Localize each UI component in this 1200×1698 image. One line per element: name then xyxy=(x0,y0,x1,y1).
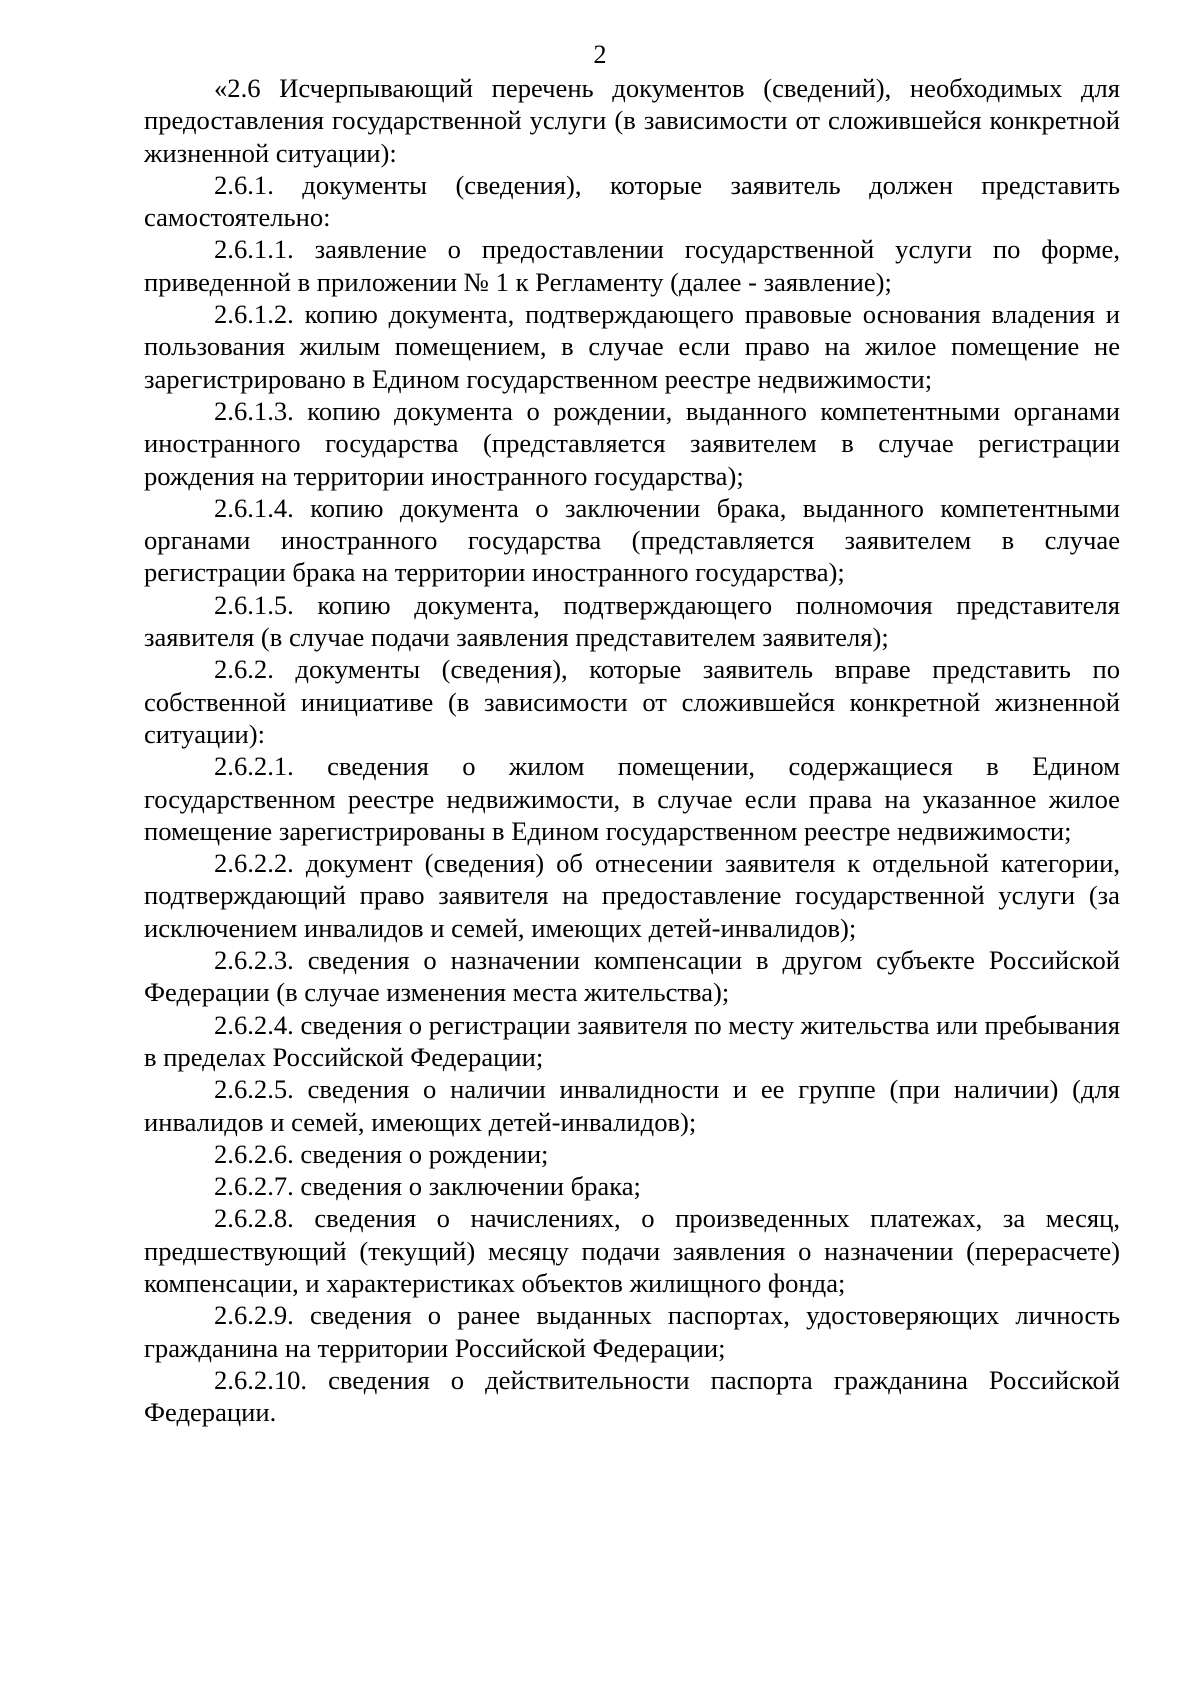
paragraph-2-6-2-9: 2.6.2.9. сведения о ранее выданных паспортах, удостоверяющих личность гражданина на территории Российской Федерации; xyxy=(144,1300,1120,1363)
paragraph-2-6-2-10: 2.6.2.10. сведения о действительности паспорта гражданина Российской Федерации. xyxy=(144,1364,1120,1428)
paragraph-2-6-2-7: 2.6.2.7. сведения о заключении брака; xyxy=(214,1171,641,1202)
paragraph-2-6-2: 2.6.2. документы (сведения), которые заявитель вправе представить по собственной инициативе (в зависимости от сложившейся конкретной жизненной ситуации): xyxy=(144,654,1120,749)
paragraph-2-6-2-5: 2.6.2.5. сведения о наличии инвалидности и ее группе (при наличии) (для инвалидов и семей, имеющих детей-инвалидов); xyxy=(144,1074,1120,1137)
document-body xyxy=(144,72,1120,1428)
paragraph-2-6-2-6: 2.6.2.6. сведения о рождении; xyxy=(214,1138,549,1169)
paragraph-2-6-2-2: 2.6.2.2. документ (сведения) об отнесении заявителя к отдельной категории, подтверждающий право заявителя на предоставление государственной услуги (за исключением инвалидов и семей, имеющих детей-инвалидов); xyxy=(144,848,1120,943)
paragraph-2-6-2-3: 2.6.2.3. сведения о назначении компенсации в другом субъекте Российской Федерации (в случае изменения места жительства); xyxy=(144,945,1120,1008)
paragraph-2-6-1-3: 2.6.1.3. копию документа о рождении, выданного компетентными органами иностранного государства (представляется заявителем в случае регистрации рождения на территории иностранного государства); xyxy=(144,395,1120,491)
page-number: 2 xyxy=(593,40,607,69)
paragraph-2-6: «2.6 Исчерпывающий перечень документов (сведений), необходимых для предоставления государственной услуги (в зависимости от сложившейся конкретной жизненной ситуации): xyxy=(144,73,1120,168)
paragraph-2-6-1: 2.6.1. документы (сведения), которые заявитель должен представить самостоятельно: xyxy=(144,169,1120,233)
paragraph-2-6-1-2: 2.6.1.2. копию документа, подтверждающего правовые основания владения и пользования жилым помещением, в случае если право на жилое помещение не зарегистрировано в Едином государственном реестре недвижимости; xyxy=(144,299,1120,394)
paragraph-2-6-2-1: 2.6.2.1. сведения о жилом помещении, содержащиеся в Едином государственном реестре недвижимости, в случае если права на указанное жилое помещение зарегистрированы в Едином государственном реестре недвижимости; xyxy=(144,751,1120,846)
paragraph-2-6-1-1: 2.6.1.1. заявление о предоставлении государственной услуги по форме, приведенной в приложении № 1 к Регламенту (далее - заявление); xyxy=(144,234,1120,297)
paragraph-2-6-1-4: 2.6.1.4. копию документа о заключении брака, выданного компетентными органами иностранного государства (представляется заявителем в случае регистрации брака на территории иностранного государства); xyxy=(144,492,1120,588)
paragraph-2-6-1-5: 2.6.1.5. копию документа, подтверждающего полномочия представителя заявителя (в случае подачи заявления представителем заявителя); xyxy=(144,589,1120,653)
paragraph-2-6-2-4: 2.6.2.4. сведения о регистрации заявителя по месту жительства или пребывания в пределах Российской Федерации; xyxy=(144,1009,1120,1072)
paragraph-2-6-2-8: 2.6.2.8. сведения о начислениях, о произведенных платежах, за месяц, предшествующий (текущий) месяцу подачи заявления о назначении (перерасчете) компенсации, и характеристиках объектов жилищного фонда; xyxy=(144,1203,1120,1298)
